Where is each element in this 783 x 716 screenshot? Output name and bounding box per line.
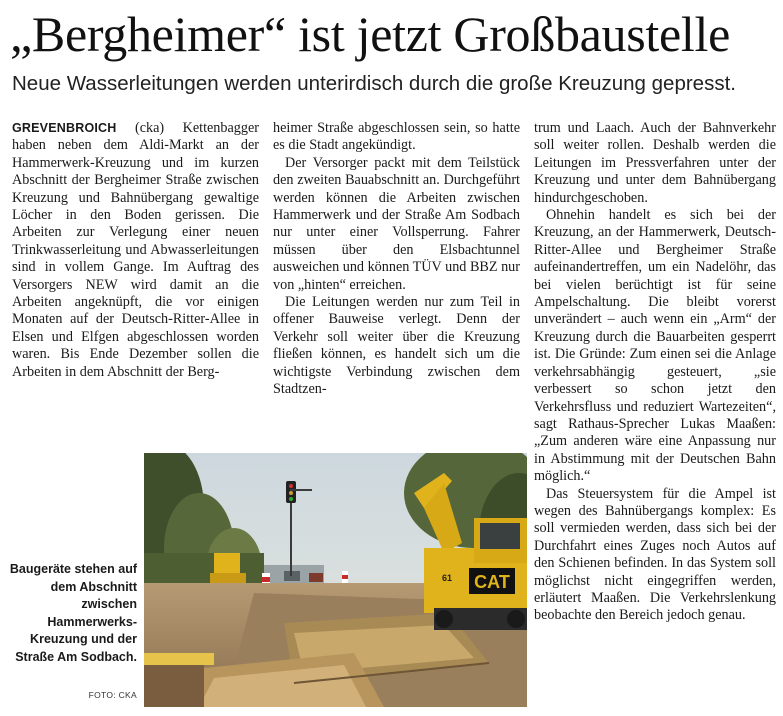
article-column-1 (12, 120, 259, 381)
paragraph: Die Leitungen werden nur zum Teil in offener Bauweise verlegt. Denn der Verkehr soll weiter über die Kreuzung fließen können, es handelt sich um die wichtigste Verbindung zwischen dem Stadtzen- (273, 294, 520, 398)
article-column-3 (534, 120, 776, 625)
byline: (cka) (134, 120, 165, 136)
subheadline: Neue Wasserleitungen werden unterirdisch durch die große Kreuzung gepresst. (12, 72, 736, 95)
paragraph: heimer Straße abgeschlossen sein, so hatte es die Stadt angekündigt. (273, 120, 520, 154)
photo-credit: FOTO: CKA (88, 690, 137, 700)
paragraph: Der Versorger packt mit dem Teilstück den zweiten Bauabschnitt an. Durchgeführt werden können die Arbeiten zwischen Hammerwerk und der Straße Am Sodbach nur unter einer Vollsperrung. Fahrer müssen über den Elsbachtunnel ausweichen und können TÜV und BBZ nur von „hinten“ erreichen. (273, 154, 520, 293)
paragraph-text: Kettenbagger haben neben dem Aldi-Markt an der Hammerwerk-Kreuzung und im kurzen Abschnitt der Bergheimer Straße zwischen Kreuzung und Bahnübergang gewaltige Löcher in den Boden gerissen. Die Arbeiten zur Verlegung einer neuen Trinkwasserleitung und Abwasserleitungen sind in vollem Gange. Im Auftrag des Versorgers NEW wird damit an die Arbeiten angeknüpft, die vor einigen Monaten auf der Deutsch-Ritter-Allee in Elsen und Elfgen abgeschlossen worden waren. Bis Ende Dezember sollen die Arbeiten in dem Abschnitt der Berg- (12, 120, 259, 380)
headline: „Bergheimer“ ist jetzt Großbaustelle (10, 6, 730, 62)
paragraph: Ohnehin handelt es sich bei der Kreuzung, an der Hammerwerk, Deutsch-Ritter-Allee und Bergheimer Straße aufeinandertreffen, um ein Nadelöhr, das bei vielen berüchtigt ist für seine Ampelschaltung. Die bleibt vorerst unverändert – auch wenn ein „Arm“ der Kreuzung durch die Bauarbeiten gesperrt ist. Die Gründe: Zum einen sei die Anlage verkehrsabhängig gesteuert, „sie verbessert so schon jetzt den Verkehrsfluss und reduziert Wartezeiten“, sagt Rathaus-Sprecher Lukas Maaßen: „Zum anderen wäre eine Anpassung nur in Abstimmung mit der Deutschen Bahn möglich.“ (534, 207, 776, 485)
paragraph: trum und Laach. Auch der Bahnverkehr soll weiter rollen. Deshalb werden die Leitungen im Pressverfahren unter der Kreuzung und unter dem Bahnübergang hindurchgeschoben. (534, 120, 776, 206)
cat-logo: CAT (474, 572, 510, 592)
article-column-2 (273, 120, 520, 399)
dateline: GREVENBROICH (12, 121, 117, 135)
paragraph (12, 120, 259, 381)
construction-photo (144, 453, 527, 707)
photo-caption: Baugeräte stehen auf dem Abschnitt zwischen Hammerwerks-Kreuzung und der Straße Am Sodbach. (9, 562, 137, 664)
paragraph: Das Steuersystem für die Ampel ist wegen des Bahnübergangs komplex: Es soll vermieden werden, dass sich bei der Durchfahrt eines Zuges noch Autos auf den Schienen befinden. In das System soll möglichst nicht eingegriffen werden, erläutert Maaßen. Die Verkehrslenkung beobachte den Bereich jedoch genau. (534, 485, 776, 624)
excavator-number: 61 (441, 573, 453, 583)
